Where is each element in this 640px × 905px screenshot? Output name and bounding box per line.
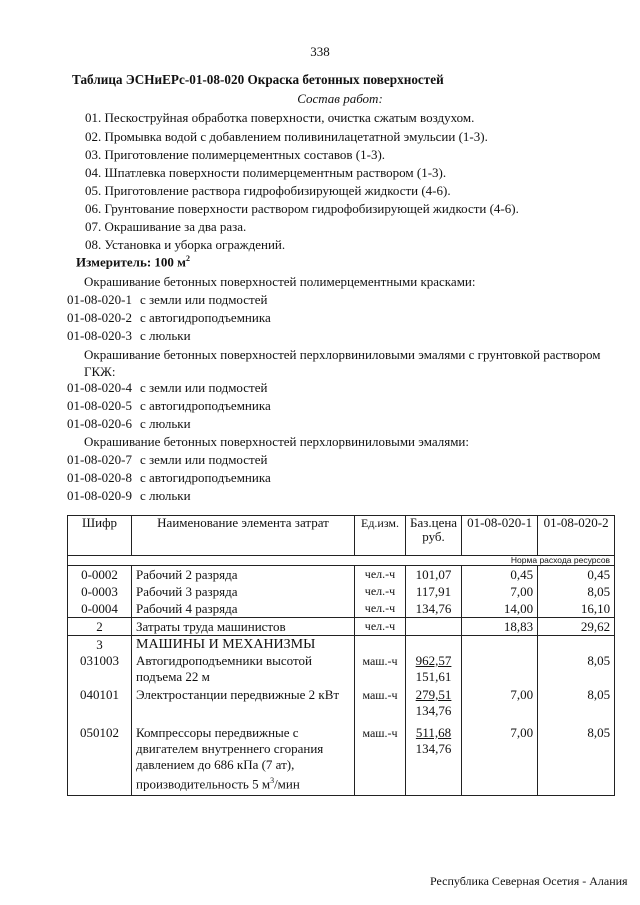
table-row [68, 600, 615, 618]
row-price: 117,91 [406, 583, 462, 600]
code-item: 01-08-020-7 с земли или подмостей [67, 452, 268, 467]
row-unit: маш.-ч [362, 688, 398, 702]
row-value-1: 14,00 [503, 601, 534, 616]
row-value-1: 7,00 [462, 725, 538, 796]
machines-section-row [68, 636, 615, 654]
row-value-1: 18,83 [462, 618, 538, 636]
header-price: Баз.цена руб. [406, 516, 462, 556]
page-number: 338 [310, 44, 330, 59]
row-unit: маш.-ч [362, 654, 398, 668]
row-code: 0-0002 [68, 566, 132, 584]
row-code: 050102 [68, 725, 132, 796]
group-title: Окрашивание бетонных поверхностей перхлорвиниловыми эмалями с грунтовкой раствором ГКЖ: [84, 347, 601, 379]
row-unit: чел.-ч [355, 566, 406, 584]
work-composition-heading: Состав работ: [297, 91, 383, 106]
header-code: Шифр [68, 516, 132, 556]
row-price: 962,57 151,61 [406, 653, 462, 687]
group-title: Окрашивание бетонных поверхностей перхлорвиниловыми эмалями: [84, 434, 469, 449]
section-title: МАШИНЫ И МЕХАНИЗМЫ [132, 636, 355, 654]
row-price [406, 618, 462, 636]
row-unit: чел.-ч [364, 584, 396, 598]
work-item: 08. Установка и уборка ограждений. [85, 237, 286, 252]
row-value-1: 0,45 [462, 566, 538, 584]
row-name: Затраты труда машинистов [132, 618, 355, 636]
row-name: Компрессоры передвижные с двигателем внутреннего сгорания давлением до 686 кПа (7 ат), производительность 5 $м^3$/мин [132, 725, 355, 796]
row-value-2: 0,45 [538, 566, 615, 584]
table-row [68, 687, 615, 725]
row-unit: маш.-ч [355, 725, 406, 796]
table-title: Таблица ЭСНиЕРс-01-08-020 Окраска бетонных поверхностей [72, 72, 444, 87]
header-name: Наименование элемента затрат [132, 516, 355, 556]
row-value-2: 16,10 [538, 600, 615, 618]
row-name: Рабочий 4 разряда [132, 600, 355, 618]
work-item: 05. Приготовление раствора гидрофобизирующей жидкости (4-6). [85, 183, 451, 198]
table-row [68, 653, 615, 687]
work-item: 03. Приготовление полимерцементных составов (1-3). [85, 147, 386, 162]
work-item: 04. Шпатлевка поверхности полимерцементным раствором (1-3). [85, 165, 447, 180]
row-value-2: 8,05 [538, 653, 615, 687]
header-unit: Ед.изм. [355, 516, 406, 556]
code-item: 01-08-020-5 с автогидроподъемника [67, 398, 271, 413]
row-code: 0-0004 [68, 600, 132, 618]
work-item: 01. Пескоструйная обработка поверхности, очистка сжатым воздухом. [85, 110, 475, 125]
row-name: Рабочий 2 разряда [132, 566, 355, 584]
code-item: 01-08-020-8 с автогидроподъемника [67, 470, 271, 485]
code-item: 01-08-020-6 с люльки [67, 416, 191, 431]
code-item: 01-08-020-9 с люльки [67, 488, 191, 503]
resource-table [67, 515, 615, 796]
norm-label: Норма расхода ресурсов [68, 556, 615, 566]
table-row [68, 566, 615, 584]
code-item: 01-08-020-2 с автогидроподъемника [67, 310, 271, 325]
row-unit: чел.-ч [364, 601, 396, 615]
row-value-1: 7,00 [510, 687, 534, 702]
norm-label-row [68, 556, 615, 566]
meter-unit: Измеритель: 100 $м^2$ [76, 254, 191, 270]
code-item: 01-08-020-3 с люльки [67, 328, 191, 343]
row-value-2: 8,05 [538, 725, 615, 796]
row-value-1 [462, 653, 538, 687]
work-item: 02. Промывка водой с добавлением поливинилацетатной эмульсии (1-3). [85, 129, 488, 144]
work-item: 06. Грунтование поверхности раствором гидрофобизирующей жидкости (4-6). [85, 201, 519, 216]
row-name: Рабочий 3 разряда [132, 583, 355, 600]
row-price: 511,68 134,76 [406, 725, 462, 796]
header-col1: 01-08-020-1 [462, 516, 538, 556]
row-code: 0-0003 [68, 583, 132, 600]
table-row [68, 583, 615, 600]
row-unit: чел.-ч [355, 618, 406, 636]
header-col2: 01-08-020-2 [538, 516, 615, 556]
footer-region: Республика Северная Осетия - Алания [430, 874, 628, 888]
row-value-2: 29,62 [538, 618, 615, 636]
table-header-row [68, 516, 615, 556]
work-item: 07. Окрашивание за два раза. [85, 219, 247, 234]
row-name: Автогидроподъемники высотой подъема 22 м [132, 653, 355, 687]
section-code: 3 [68, 636, 132, 654]
row-name: Электростанции передвижные 2 кВт [132, 687, 355, 725]
code-item: 01-08-020-4 с земли или подмостей [67, 380, 268, 395]
row-price: 134,76 [406, 600, 462, 618]
code-item: 01-08-020-1 с земли или подмостей [67, 292, 268, 307]
operator-labor-row [68, 618, 615, 636]
row-value-2: 8,05 [538, 583, 615, 600]
row-code: 2 [68, 618, 132, 636]
group-title: Окрашивание бетонных поверхностей полимерцементными красками: [84, 274, 476, 289]
row-value-2: 8,05 [538, 687, 615, 725]
table-row [68, 725, 615, 796]
row-code: 040101 [68, 687, 132, 725]
row-price: 101,07 [406, 566, 462, 584]
row-code: 031003 [68, 653, 132, 687]
row-value-1: 7,00 [510, 584, 534, 599]
row-price: 279,51 134,76 [406, 687, 462, 725]
